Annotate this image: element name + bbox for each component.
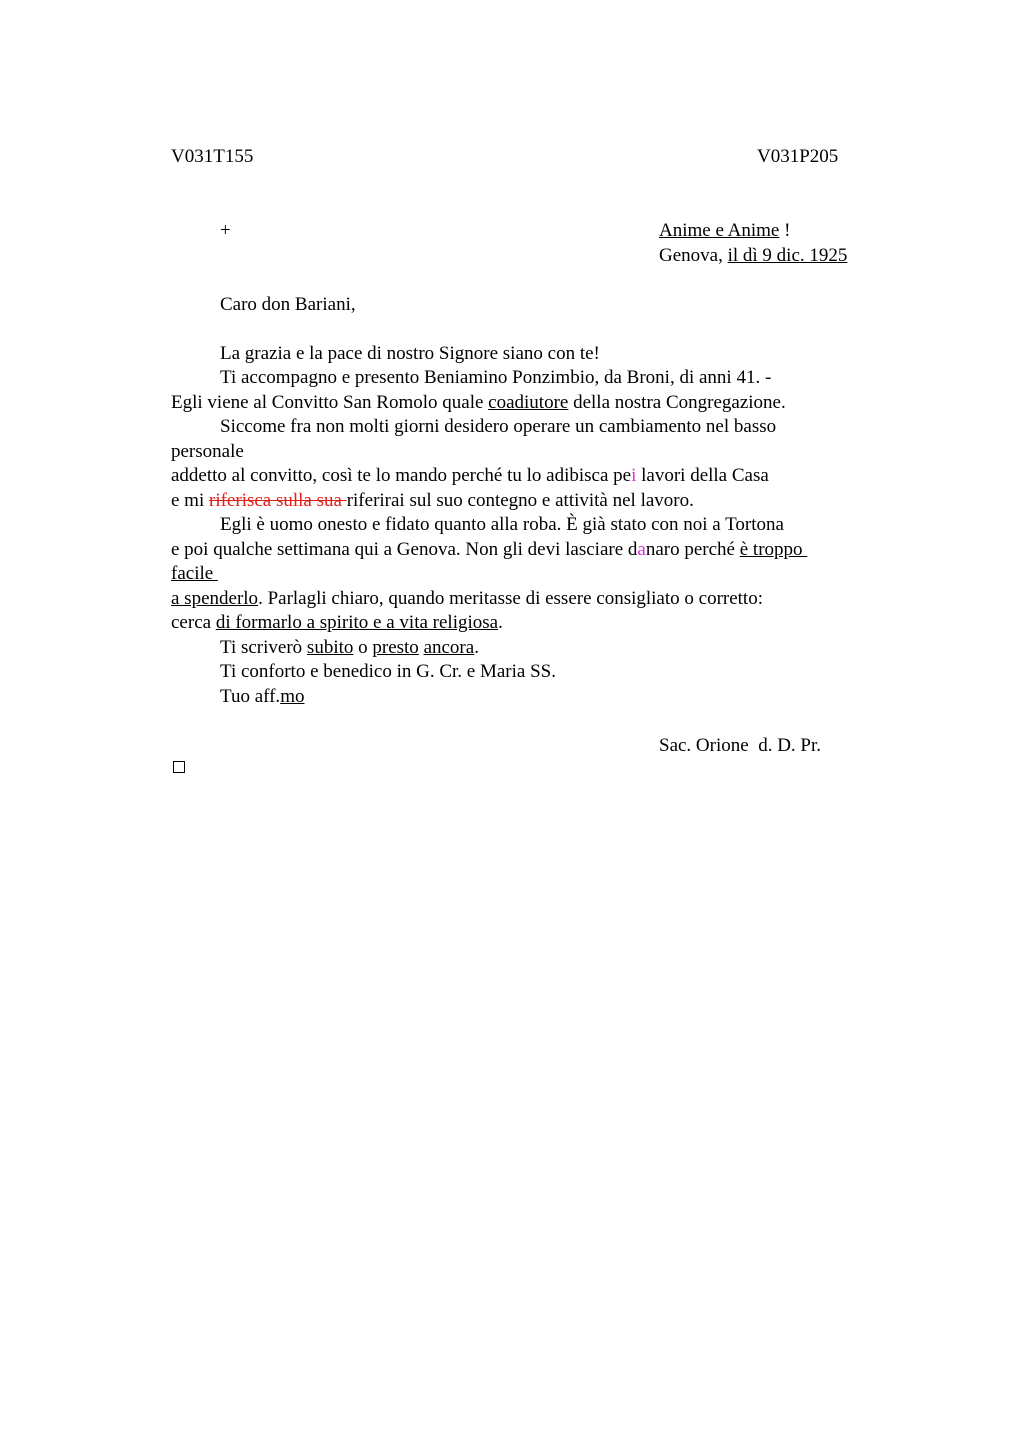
body-line-1: La grazia e la pace di nostro Signore siano con te! [220,343,600,364]
text-run: della nostra Congregazione. [568,392,786,413]
body-line-8: Egli è uomo onesto e fidato quanto alla roba. È già stato con noi a Tortona [220,514,784,535]
body-line-2: Ti accompagno e presento Beniamino Ponzimbio, da Broni, di anni 41. - [220,367,772,388]
text-run: o [353,637,373,658]
motto-suffix: ! [779,220,791,241]
body-line-9 [171,538,807,562]
place: Genova, [659,245,728,266]
signature: Sac. Orione d. D. Pr. [659,735,822,756]
underlined-text: coadiutore [488,392,569,413]
inserted-text: a [637,539,646,560]
body-line-5: personale [171,441,244,462]
underlined-text: ancora [423,637,475,658]
text-run: . [498,612,503,633]
underlined-text: a spenderlo [171,588,259,609]
underlined-text: subito [306,637,354,658]
underlined-text: è troppo [739,539,808,560]
body-line-7 [171,489,694,513]
text-run: addetto al convitto, così te lo mando perché tu lo adibisca pe [171,465,632,486]
closing-line [220,685,304,709]
motto-line [659,219,790,243]
body-line-14: Ti conforto e benedico in G. Cr. e Maria SS. [220,661,556,682]
underlined-text: presto [372,637,419,658]
salutation: Caro don Bariani, [220,294,356,315]
body-line-13 [220,636,479,660]
body-line-3 [171,391,786,415]
text-run: Tuo aff. [220,686,281,707]
text-run: . [474,637,479,658]
inserted-text: i [631,465,637,486]
text-run: riferirai sul suo contegno e attività nel lavoro. [346,490,694,511]
text-run: lavori della Casa [636,465,769,486]
text-run: e poi qualche settimana qui a Genova. Non gli devi lasciare d [171,539,638,560]
motto-text: Anime e Anime [659,220,780,241]
underlined-text: facile [171,563,218,584]
text-run: naro perché [645,539,740,560]
document-code-left: V031T155 [171,146,254,167]
text-run: e mi [171,490,209,511]
text-run: cerca [171,612,216,633]
text-run: . Parlagli chiaro, quando meritasse di essere consigliato o corretto: [258,588,763,609]
body-line-10 [171,562,218,586]
body-line-11 [171,587,763,611]
underlined-text: mo [280,686,305,707]
date: il dì 9 dic. 1925 [727,245,848,266]
cross-symbol: + [220,220,231,241]
underlined-text: di formarlo a spirito e a vita religiosa [215,612,499,633]
end-marker-box [173,761,185,773]
text-run: Egli viene al Convitto San Romolo quale [171,392,489,413]
text-run: Ti scriverò [220,637,307,658]
place-date-line [659,244,847,268]
deleted-text: riferisca sulla sua [209,490,347,511]
body-line-6 [171,464,769,488]
body-line-12 [171,611,503,635]
document-code-right: V031P205 [757,146,839,167]
body-line-4: Siccome fra non molti giorni desidero operare un cambiamento nel basso [220,416,777,437]
